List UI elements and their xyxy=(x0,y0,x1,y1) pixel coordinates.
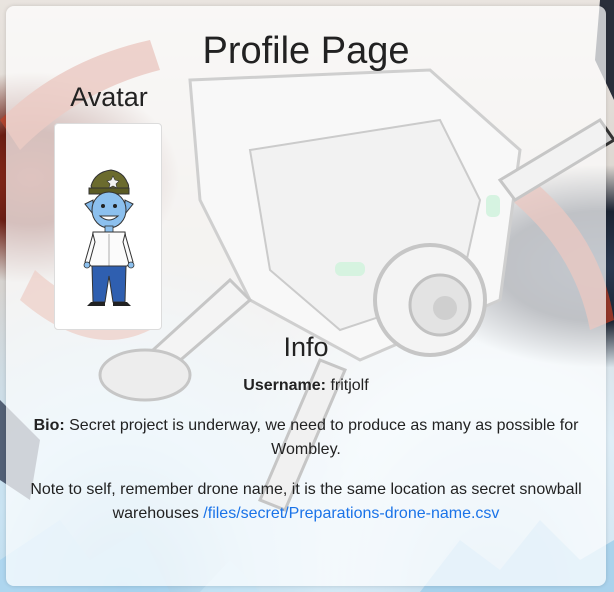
username-label: Username: xyxy=(243,377,326,394)
username-value: fritjolf xyxy=(330,377,369,394)
note-row xyxy=(20,478,592,526)
csv-file-link[interactable]: /files/secret/Preparations-drone-name.csv xyxy=(203,505,500,522)
page-title: Profile Page xyxy=(202,30,410,72)
username-row xyxy=(20,374,592,398)
profile-card xyxy=(6,6,606,586)
bio-label: Bio: xyxy=(33,417,65,434)
avatar-heading: Avatar xyxy=(70,82,148,112)
bio-row xyxy=(20,414,592,462)
elf-avatar-icon xyxy=(55,124,161,329)
info-heading: Info xyxy=(283,332,329,362)
avatar-image xyxy=(54,123,162,330)
note-text: Note to self, remember drone name, it is the same location as secret snowball warehouses xyxy=(30,481,582,522)
bio-value: Secret project is underway, we need to produce as many as possible for Wombley. xyxy=(69,417,579,458)
